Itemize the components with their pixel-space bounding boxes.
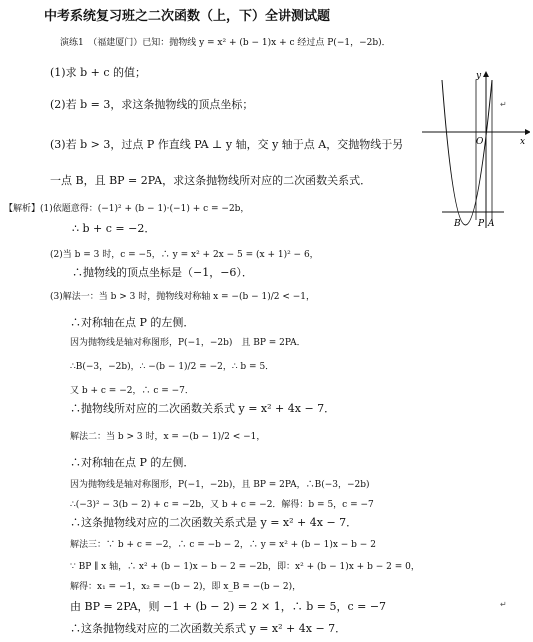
method-2-line-2: 因为抛物线是轴对称图形，P(−1，−2b)，且 BP = 2PA，∴B(−3，−2b)	[70, 480, 370, 490]
problem-intro: 演练1 （福建厦门）已知：抛物线 y = x² + (b − 1)x + c 经过点 P(−1，−2b)．	[60, 38, 391, 48]
point-a-label: A	[488, 219, 495, 229]
parabola-curve	[442, 80, 492, 225]
solution-2: (2)当 b = 3 时，c = −5，∴ y = x² + 2x − 5 = (x + 1)² − 6，	[50, 250, 319, 260]
method-3-line-1: ∵ BP ∥ x 轴，∴ x² + (b − 1)x − b − 2 = −2b，即：x² + (b − 1)x + b − 2 = 0，	[70, 562, 420, 572]
method-3: 解法三：∵ b + c = −2，∴ c = −b − 2，∴ y = x² + (b − 1)x − b − 2	[70, 540, 376, 550]
parabola-graph	[420, 70, 530, 230]
question-3-cont: 一点 B，且 BP = 2PA，求这条抛物线所对应的二次函数关系式．	[50, 174, 372, 187]
method-1-line-1: ∴对称轴在点 P 的左侧．	[70, 316, 195, 329]
x-axis-label: x	[520, 137, 526, 147]
solution-1-result: ∴ b + c = −2．	[72, 222, 156, 235]
method-2: 解法二：当 b > 3 时，x = −(b − 1)/2 < −1，	[70, 432, 266, 442]
method-3-line-2: 解得：x₁ = −1，x₂ = −(b − 2)，即 x_B = −(b − 2)，	[70, 582, 302, 592]
method-2-result: ∴这条抛物线对应的二次函数关系式是 y = x² + 4x − 7．	[70, 516, 358, 529]
origin-label: O	[476, 137, 484, 147]
method-2-line-1: ∴对称轴在点 P 的左侧．	[70, 456, 195, 469]
method-1-line-4: 又 b + c = −2，∴ c = −7．	[70, 386, 194, 396]
question-2: (2)若 b = 3，求这条抛物线的顶点坐标；	[50, 98, 254, 111]
document-title: 中考系统复习班之二次函数（上，下）全讲测试题	[44, 9, 331, 24]
method-1: (3)解法一：当 b > 3 时，抛物线对称轴 x = −(b − 1)/2 < −1，	[50, 292, 316, 302]
y-axis-label: y	[476, 71, 482, 81]
paragraph-mark: ↵	[500, 100, 507, 109]
solution-2-vertex: ∴抛物线的顶点坐标是（−1，−6）．	[72, 266, 253, 279]
method-1-line-3: ∴B(−3，−2b)，∴ −(b − 1)/2 = −2，∴ b = 5．	[70, 362, 275, 372]
point-p-label: P	[478, 219, 485, 229]
method-3-result: ∴这条抛物线对应的二次函数关系式 y = x² + 4x − 7．	[70, 622, 347, 635]
question-3: (3)若 b > 3，过点 P 作直线 PA ⊥ y 轴，交 y 轴于点 A，交抛物线于另	[50, 138, 404, 151]
paragraph-mark: ↵	[500, 600, 507, 609]
method-1-result: ∴抛物线所对应的二次函数关系式 y = x² + 4x − 7．	[70, 402, 336, 415]
point-b-label: B	[454, 219, 461, 229]
method-1-line-2: 因为抛物线是轴对称图形，P(−1，−2b) 且 BP = 2PA．	[70, 338, 306, 348]
method-2-line-3: ∴(−3)² − 3(b − 2) + c = −2b，又 b + c = −2．解得：b = 5，c = −7	[70, 500, 374, 510]
question-1: (1)求 b + c 的值；	[50, 66, 146, 79]
solution-1: 【解析】(1)依题意得：(−1)² + (b − 1)·(−1) + c = −2b，	[4, 204, 250, 214]
method-3-line-3: 由 BP = 2PA，则 −1 + (b − 2) = 2 × 1，∴ b = 5，c = −7	[70, 600, 387, 613]
